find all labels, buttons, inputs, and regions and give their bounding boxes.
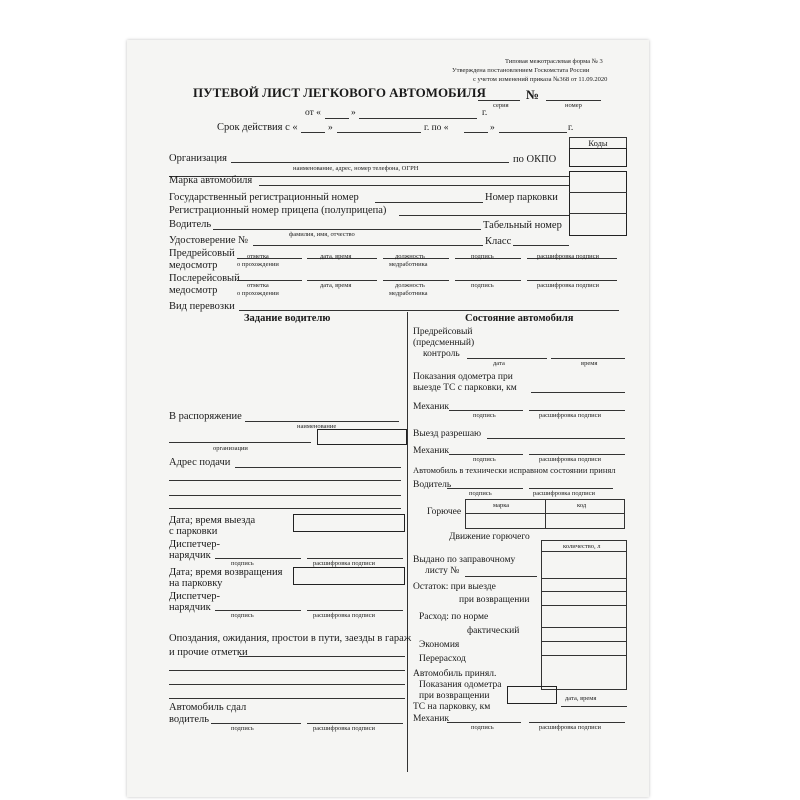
car-brand-label: Марка автомобиля: [169, 175, 253, 186]
rest-label: Остаток: при выезде: [413, 582, 496, 592]
car-state-heading: Состояние автомобиля: [465, 313, 574, 324]
changes-line: с учетом изменений приказа №368 от 11.09.2020: [473, 76, 608, 83]
disposal-field[interactable]: [245, 421, 399, 422]
mechanic-label-2: Механик: [413, 446, 450, 456]
reg-number-field[interactable]: [375, 202, 483, 203]
mechanic-label-3: Механик: [413, 714, 450, 724]
trailer-label: Регистрационный номер прицепа (полуприцепа): [169, 205, 387, 216]
driver-accept-label: Водитель: [413, 480, 452, 490]
address-label: Адрес подачи: [169, 457, 231, 468]
address-field[interactable]: [235, 467, 401, 468]
pretrip-control-label: Предрейсовый: [413, 327, 473, 337]
odometer-return-box[interactable]: [507, 686, 557, 704]
class-field[interactable]: [513, 245, 569, 246]
organization-label: Организация: [169, 153, 227, 164]
from-label: от «: [305, 108, 321, 118]
fuel-quantity-table: [541, 540, 627, 690]
transport-type-field[interactable]: [239, 310, 619, 311]
economy-label: Экономия: [419, 640, 460, 650]
return-datetime-box[interactable]: [293, 567, 405, 585]
organization-hint: наименование, адрес, номер телефона, ОГРН: [293, 165, 419, 172]
delays-label: Опоздания, ожидания, простои в пути, заезды в гараж: [169, 633, 412, 644]
reg-number-label: Государственный регистрационный номер: [169, 192, 359, 203]
car-accepted-label: Автомобиль принял.: [413, 669, 497, 679]
waybill-sheet: Типовая межотраслевая форма № 3 Утверждена постановлением Госкомстата России с учетом изменений приказа №368 от 11.09.2020 ПУТЕВОЙ ЛИСТ ЛЕГКОВОГО АВТОМОБИЛЯ № серия номер от « » г. Срок действия с « » г. по « » г. Коды Организация по ОКПО наименование, адрес, номер телефона, ОГРН Марка автомобиля Государственный регистрационный номер Номер парковки Регистрационный номер прицепа (полуприцепа) Водитель Табельный номер фамилия, имя, отчество Удостоверение № Класс Предрейсовый медосмотр отметка о прохождении дата, время должность медработника подпись расшифровка подписи Послерейсовый медосмотр отметка о прохождении дата, время должность медработника подпись расшифровка подписи Вид перевозки Задание водителю В распоряжение наименование организации Адрес подачи Дата; время выезда с парковки Диспетчер- нарядчик подпись расшифровка подписи Дата; время возвращения на парковку Диспетчер- нарядчик подпись расшифровка подписи Опоздания, ожидания, простои в пути, заезды в гараж и прочие отметки Автомобиль сдал водитель подпись расшифровка подписи Состояние автомобиля Предрейсовый (предсменный) контроль дата время Показания одометра при выезде ТС с парковки, км Механик подпись расшифровка подписи Выезд разрешаю Механик подпись расшифровка подписи Автомобиль в технически исправном состоянии принял Водитель подпись расшифровка подписи Горючее марка код Движение горючего количество, л Выдано по заправочному листу № Остаток: при выезде при возвращении Расход: по норме фактический Экономия Перерасход Автомобиль принял. Показания одометра при возвращении ТС на парковку, км дата, время Механик подпись расшифровка подписи: [127, 40, 649, 797]
driver-field[interactable]: [213, 229, 481, 230]
driver-hint: фамилия, имя, отчество: [289, 231, 355, 238]
car-brand-field[interactable]: [259, 185, 569, 186]
parking-tab-code-box[interactable]: [569, 171, 627, 236]
parking-number-label: Номер парковки: [485, 192, 558, 203]
driver-task-heading: Задание водителю: [244, 313, 331, 324]
organization-field[interactable]: [231, 162, 509, 163]
license-label: Удостоверение №: [169, 235, 249, 246]
approval-line: Утверждена постановлением Госкомстата России: [452, 67, 590, 74]
good-state-label: Автомобиль в технически исправном состоянии принял: [413, 465, 616, 475]
issued-label: Выдано по заправочному: [413, 555, 516, 565]
disposal-label: В распоряжение: [169, 411, 242, 422]
departure-label: Дата; время выезда: [169, 515, 256, 526]
return-label: Дата; время возвращения: [169, 567, 283, 578]
overuse-label: Перерасход: [419, 654, 466, 664]
disposal-code-box[interactable]: [317, 429, 407, 445]
codes-header: Коды: [569, 137, 627, 149]
tab-number-label: Табельный номер: [483, 220, 562, 231]
fuel-label: Горючее: [427, 507, 462, 517]
odometer-return-label: Показания одометра: [419, 680, 502, 690]
exit-allowed-label: Выезд разрешаю: [413, 429, 482, 439]
series-line: [478, 100, 520, 101]
form-type-line: Типовая межотраслевая форма № 3: [505, 58, 603, 65]
class-label: Класс: [485, 236, 512, 247]
okpo-code-box[interactable]: [569, 148, 627, 167]
number-line: [546, 100, 601, 101]
departure-datetime-box[interactable]: [293, 514, 405, 532]
driver-label: Водитель: [169, 219, 212, 230]
okpo-label: по ОКПО: [513, 154, 557, 165]
fuel-movement-label: Движение горючего: [449, 532, 530, 542]
series-hint: серия: [493, 102, 509, 109]
number-hint: номер: [565, 102, 582, 109]
number-sign: №: [526, 87, 540, 102]
transport-type-label: Вид перевозки: [169, 301, 235, 312]
odometer-out-field[interactable]: [531, 392, 625, 393]
validity-label: Срок действия с «: [217, 122, 298, 133]
posttrip-med-label: Послерейсовый: [169, 273, 240, 284]
dispatcher-label-2: Диспетчер-: [169, 591, 220, 602]
handed-over-label: Автомобиль сдал: [169, 702, 247, 713]
license-field[interactable]: [253, 245, 483, 246]
page-title: ПУТЕВОЙ ЛИСТ ЛЕГКОВОГО АВТОМОБИЛЯ: [193, 85, 486, 100]
odometer-out-label: Показания одометра при: [413, 372, 513, 382]
mechanic-label-1: Механик: [413, 402, 450, 412]
consumption-label: Расход: по норме: [419, 612, 489, 622]
pretrip-med-label: Предрейсовый: [169, 248, 235, 259]
dispatcher-label-1: Диспетчер-: [169, 539, 220, 550]
trailer-field[interactable]: [399, 215, 569, 216]
